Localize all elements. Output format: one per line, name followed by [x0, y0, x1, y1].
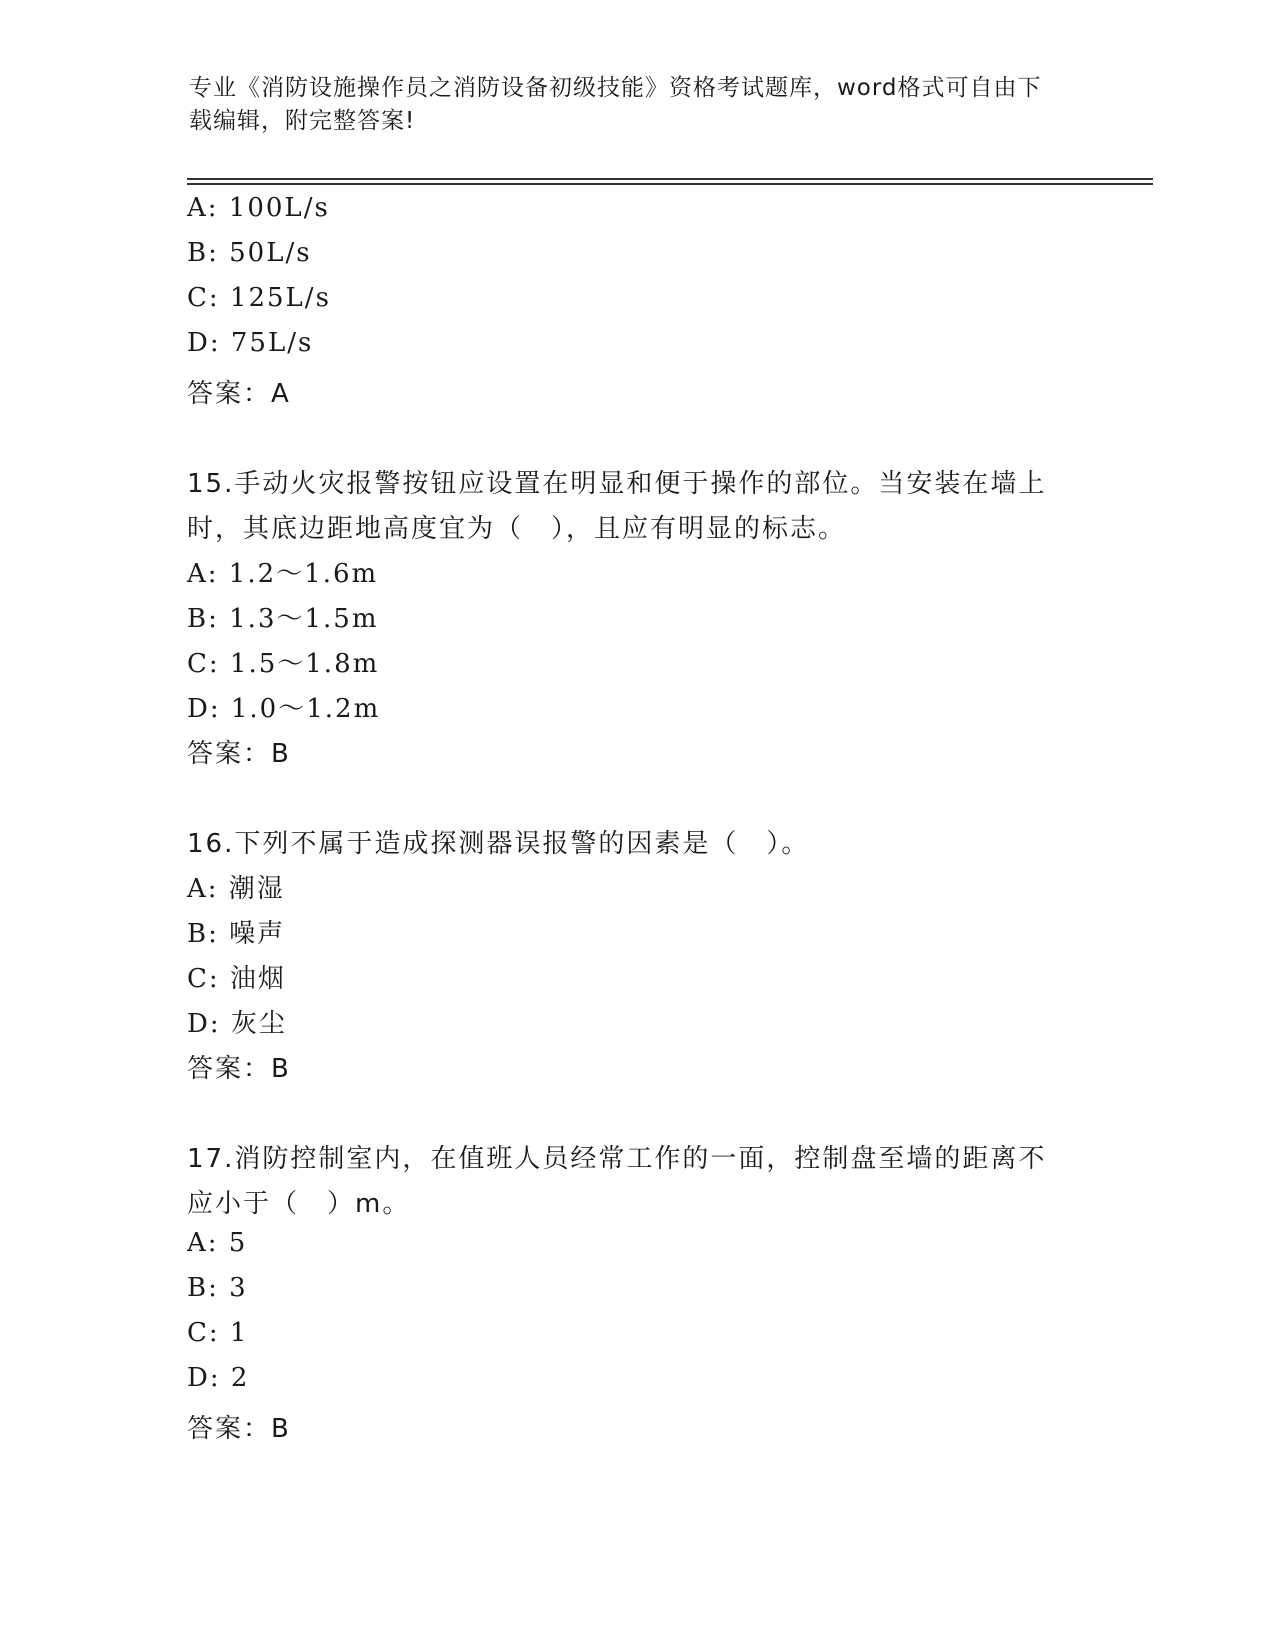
- q16-option-d: D: 灰尘: [187, 1009, 287, 1039]
- q14-option-a: A: 100L/s: [187, 193, 330, 223]
- q16-option-c: C: 油烟: [187, 964, 286, 994]
- q16-answer: 答案：B: [187, 1054, 291, 1084]
- q15-option-d: D: 1.0～1.2m: [187, 694, 381, 724]
- q17-answer: 答案：B: [187, 1414, 291, 1444]
- q17-text-line-1: 17.消防控制室内，在值班人员经常工作的一面，控制盘至墙的距离不: [187, 1144, 1047, 1174]
- q14-option-b: B: 50L/s: [187, 238, 312, 268]
- q15-option-c: C: 1.5～1.8m: [187, 649, 380, 679]
- q17-text-line-2: 应小于（ ）m。: [187, 1189, 411, 1219]
- q17-option-a: A: 5: [187, 1228, 248, 1258]
- q16-option-a: A: 潮湿: [187, 874, 285, 904]
- q14-option-d: D: 75L/s: [187, 328, 314, 358]
- q15-option-a: A: 1.2～1.6m: [187, 559, 379, 589]
- q16-option-b: B: 噪声: [187, 919, 286, 949]
- q15-text-line-2: 时，其底边距地高度宜为（ ），且应有明显的标志。: [187, 514, 847, 544]
- header-rule-top: [187, 178, 1153, 180]
- q14-answer: 答案：A: [187, 379, 291, 409]
- q15-text-line-1: 15.手动火灾报警按钮应设置在明显和便于操作的部位。当安装在墙上: [187, 469, 1047, 499]
- header-rule-bottom: [187, 183, 1153, 185]
- q15-option-b: B: 1.3～1.5m: [187, 604, 379, 634]
- document-header: [189, 72, 1069, 138]
- q17-option-d: D: 2: [187, 1363, 250, 1393]
- header-line-1: 专业《消防设施操作员之消防设备初级技能》资格考试题库，word格式可自由下: [189, 75, 1042, 101]
- q16-text-line-1: 16.下列不属于造成探测器误报警的因素是（ ）。: [187, 829, 810, 859]
- q14-option-c: C: 125L/s: [187, 283, 331, 313]
- header-line-2: 载编辑，附完整答案!: [189, 108, 416, 134]
- q15-answer: 答案：B: [187, 739, 291, 769]
- q17-option-b: B: 3: [187, 1273, 248, 1303]
- q17-option-c: C: 1: [187, 1318, 249, 1348]
